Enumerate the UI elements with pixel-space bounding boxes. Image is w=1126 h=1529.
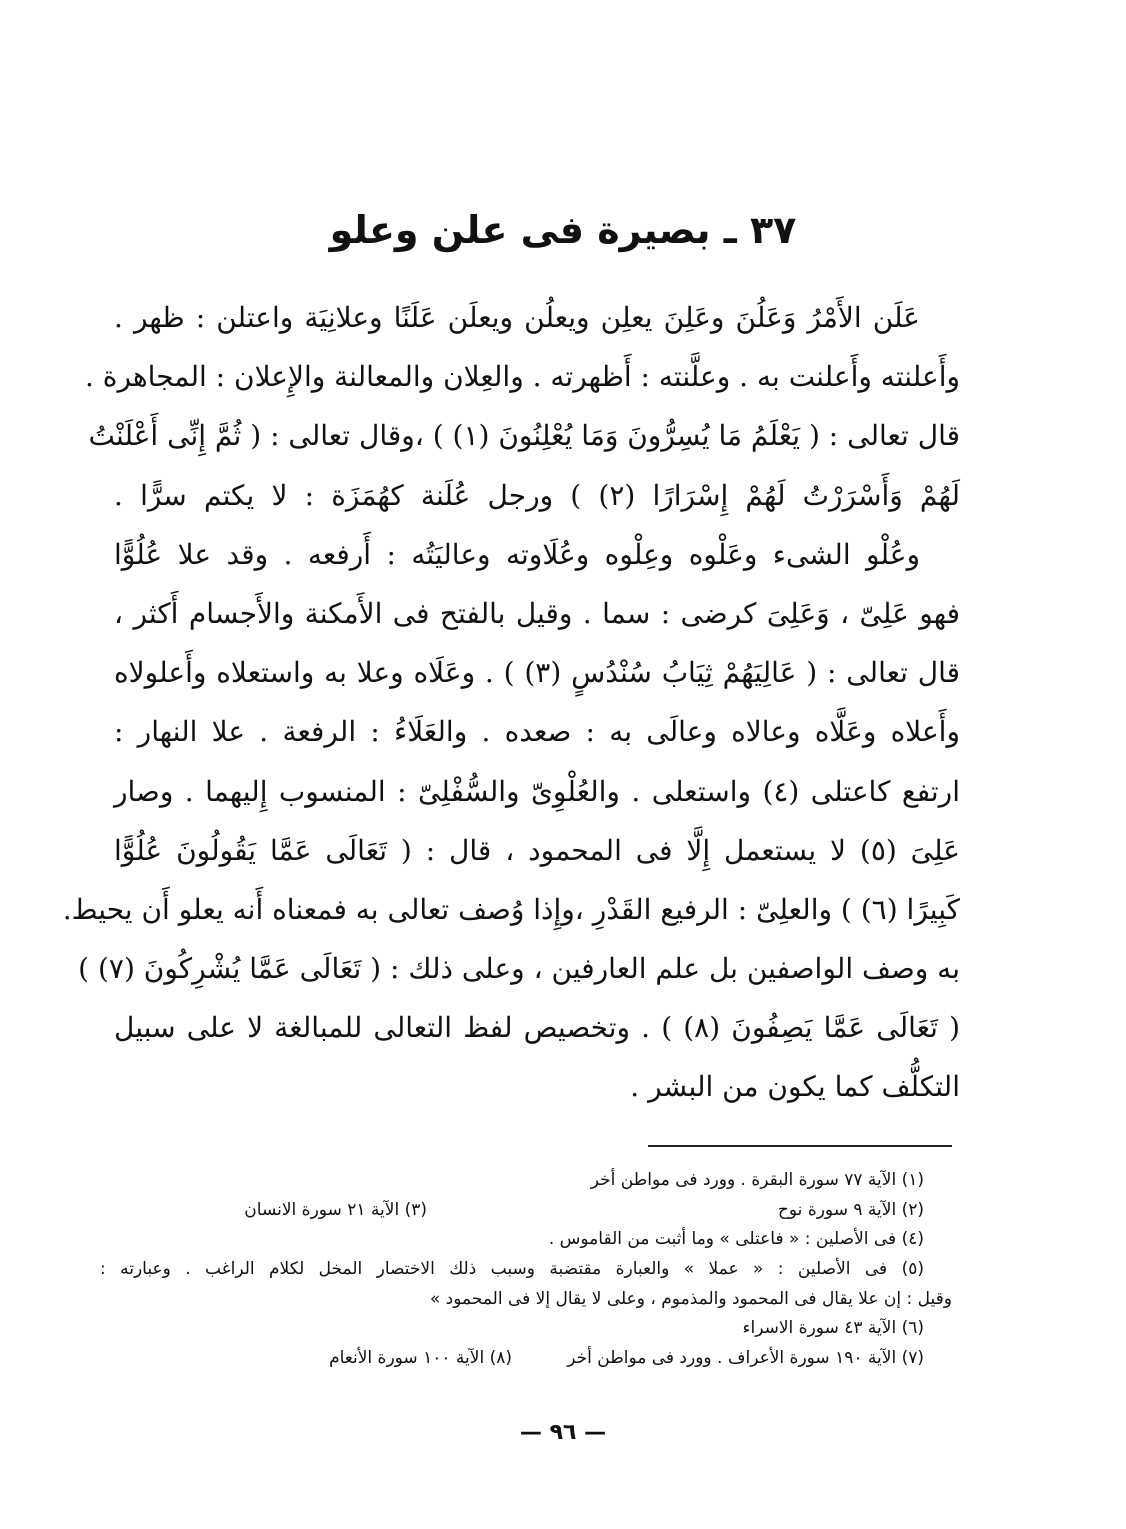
footnotes [100, 1166, 952, 1374]
text-line: به وصف الواصفين بل علم العارفين ، وعلى ذلك : ( تَعَالَى عَمَّا يُشْرِكُونَ (٧) ) [78, 952, 960, 986]
text-line: وعُلْو الشىء وعَلْوه وعِلْوه وعُلَاوته وعاليَتُه : أَرفعه . وقد علا عُلُوًّا [114, 537, 920, 571]
text-line: كَبِيرًا (٦) ) والعلِىّ : الرفيع القَدْرِ ،وإِذا وُصف تعالى به فمعناه أَنه يعلو أَن يحيط. [62, 892, 960, 926]
footnote-4: (٤) فى الأصلين : « فاعتلى » وما أثبت من القاموس . [548, 1229, 924, 1250]
footnote-2: (٢) الآية ٩ سورة نوح [777, 1199, 924, 1220]
text-line: ( تَعَالَى عَمَّا يَصِفُونَ (٨) ) . وتخصيص لفظ التعالى للمبالغة لا على سبيل [114, 1011, 960, 1045]
text-line: ارتفع كاعتلى (٤) واستعلى . والعُلْوِىّ والسُّفْلِىّ : المنسوب إِليهما . وصار [114, 774, 960, 808]
footnote-3: (٣) الآية ٢١ سورة الانسان [244, 1199, 427, 1220]
section-title: ٣٧ ـ بصيرة فى علن وعلو [329, 208, 797, 252]
footnote-5: (٥) فى الأصلين : « عملا » والعبارة مقتضبة وسبب ذلك الاختصار المخل لكلام الراغب . وعبارته : [100, 1259, 924, 1280]
text-line: فهو عَلِىّ ، وَعَلِىَ كرضى : سما . وقيل بالفتح فى الأَمكنة والأَجسام أَكثر ، [114, 596, 960, 630]
footnote-6: (٦) الآية ٤٣ سورة الاسراء [742, 1318, 924, 1339]
text-line: التكلُّف كما يكون من البشر . [630, 1070, 960, 1104]
footnote-7: (٧) الآية ١٩٠ سورة الأعراف . وورد فى مواطن أخر [567, 1348, 924, 1369]
footnote-1: (١) الآية ٧٧ سورة البقرة . وورد فى مواطن أخر [590, 1170, 924, 1190]
footnote-divider [648, 1145, 952, 1147]
body-text [62, 288, 960, 1117]
text-line: وأَعلاه وعَلَّاه وعالاه وعالَى به : صعده . والعَلَاءُ : الرفعة . علا النهار : [114, 715, 960, 749]
footnote-5-continuation: وقيل : إن علا يقال فى المحمود والمذموم ، وعلى لا يقال إلا فى المحمود » [429, 1288, 952, 1309]
text-line: لَهُمْ وَأَسْرَرْتُ لَهُمْ إِسْرَارًا (٢) ) ورجل عُلَنة كهُمَزَة : لا يكتم سرًّا . [114, 478, 960, 512]
text-line: عَلَن الأَمْرُ وَعَلُنَ وعَلِنَ يعلِن ويعلُن ويعلَن عَلَنًا وعلانِيَة واعتلن : ظهر . [114, 301, 920, 334]
text-line: قال تعالى : ( يَعْلَمُ مَا يُسِرُّونَ وَمَا يُعْلِنُونَ (١) ) ،وقال تعالى : ( ثُمَّ إِنِّى أَعْلَنْتُ [88, 419, 960, 453]
page-number: — ٩٦ — [519, 1420, 607, 1445]
text-line: قال تعالى : ( عَالِيَهُمْ ثِيَابُ سُنْدُسٍ (٣) ) . وعَلَاه وعلا به واستعلاه وأَعلولاه [114, 656, 960, 690]
text-line: عَلِىَ (٥) لا يستعمل إِلَّا فى المحمود ، قال : ( تَعَالَى عَمَّا يَقُولُونَ عُلُوًّا [114, 833, 960, 867]
text-line: وأَعلنته وأَعلنت به . وعلَّنته : أَظهرته . والعِلان والمعالنة والإِعلان : المجاهرة . [84, 360, 960, 394]
footnote-8: (٨) الآية ١٠٠ سورة الأنعام [329, 1348, 512, 1369]
